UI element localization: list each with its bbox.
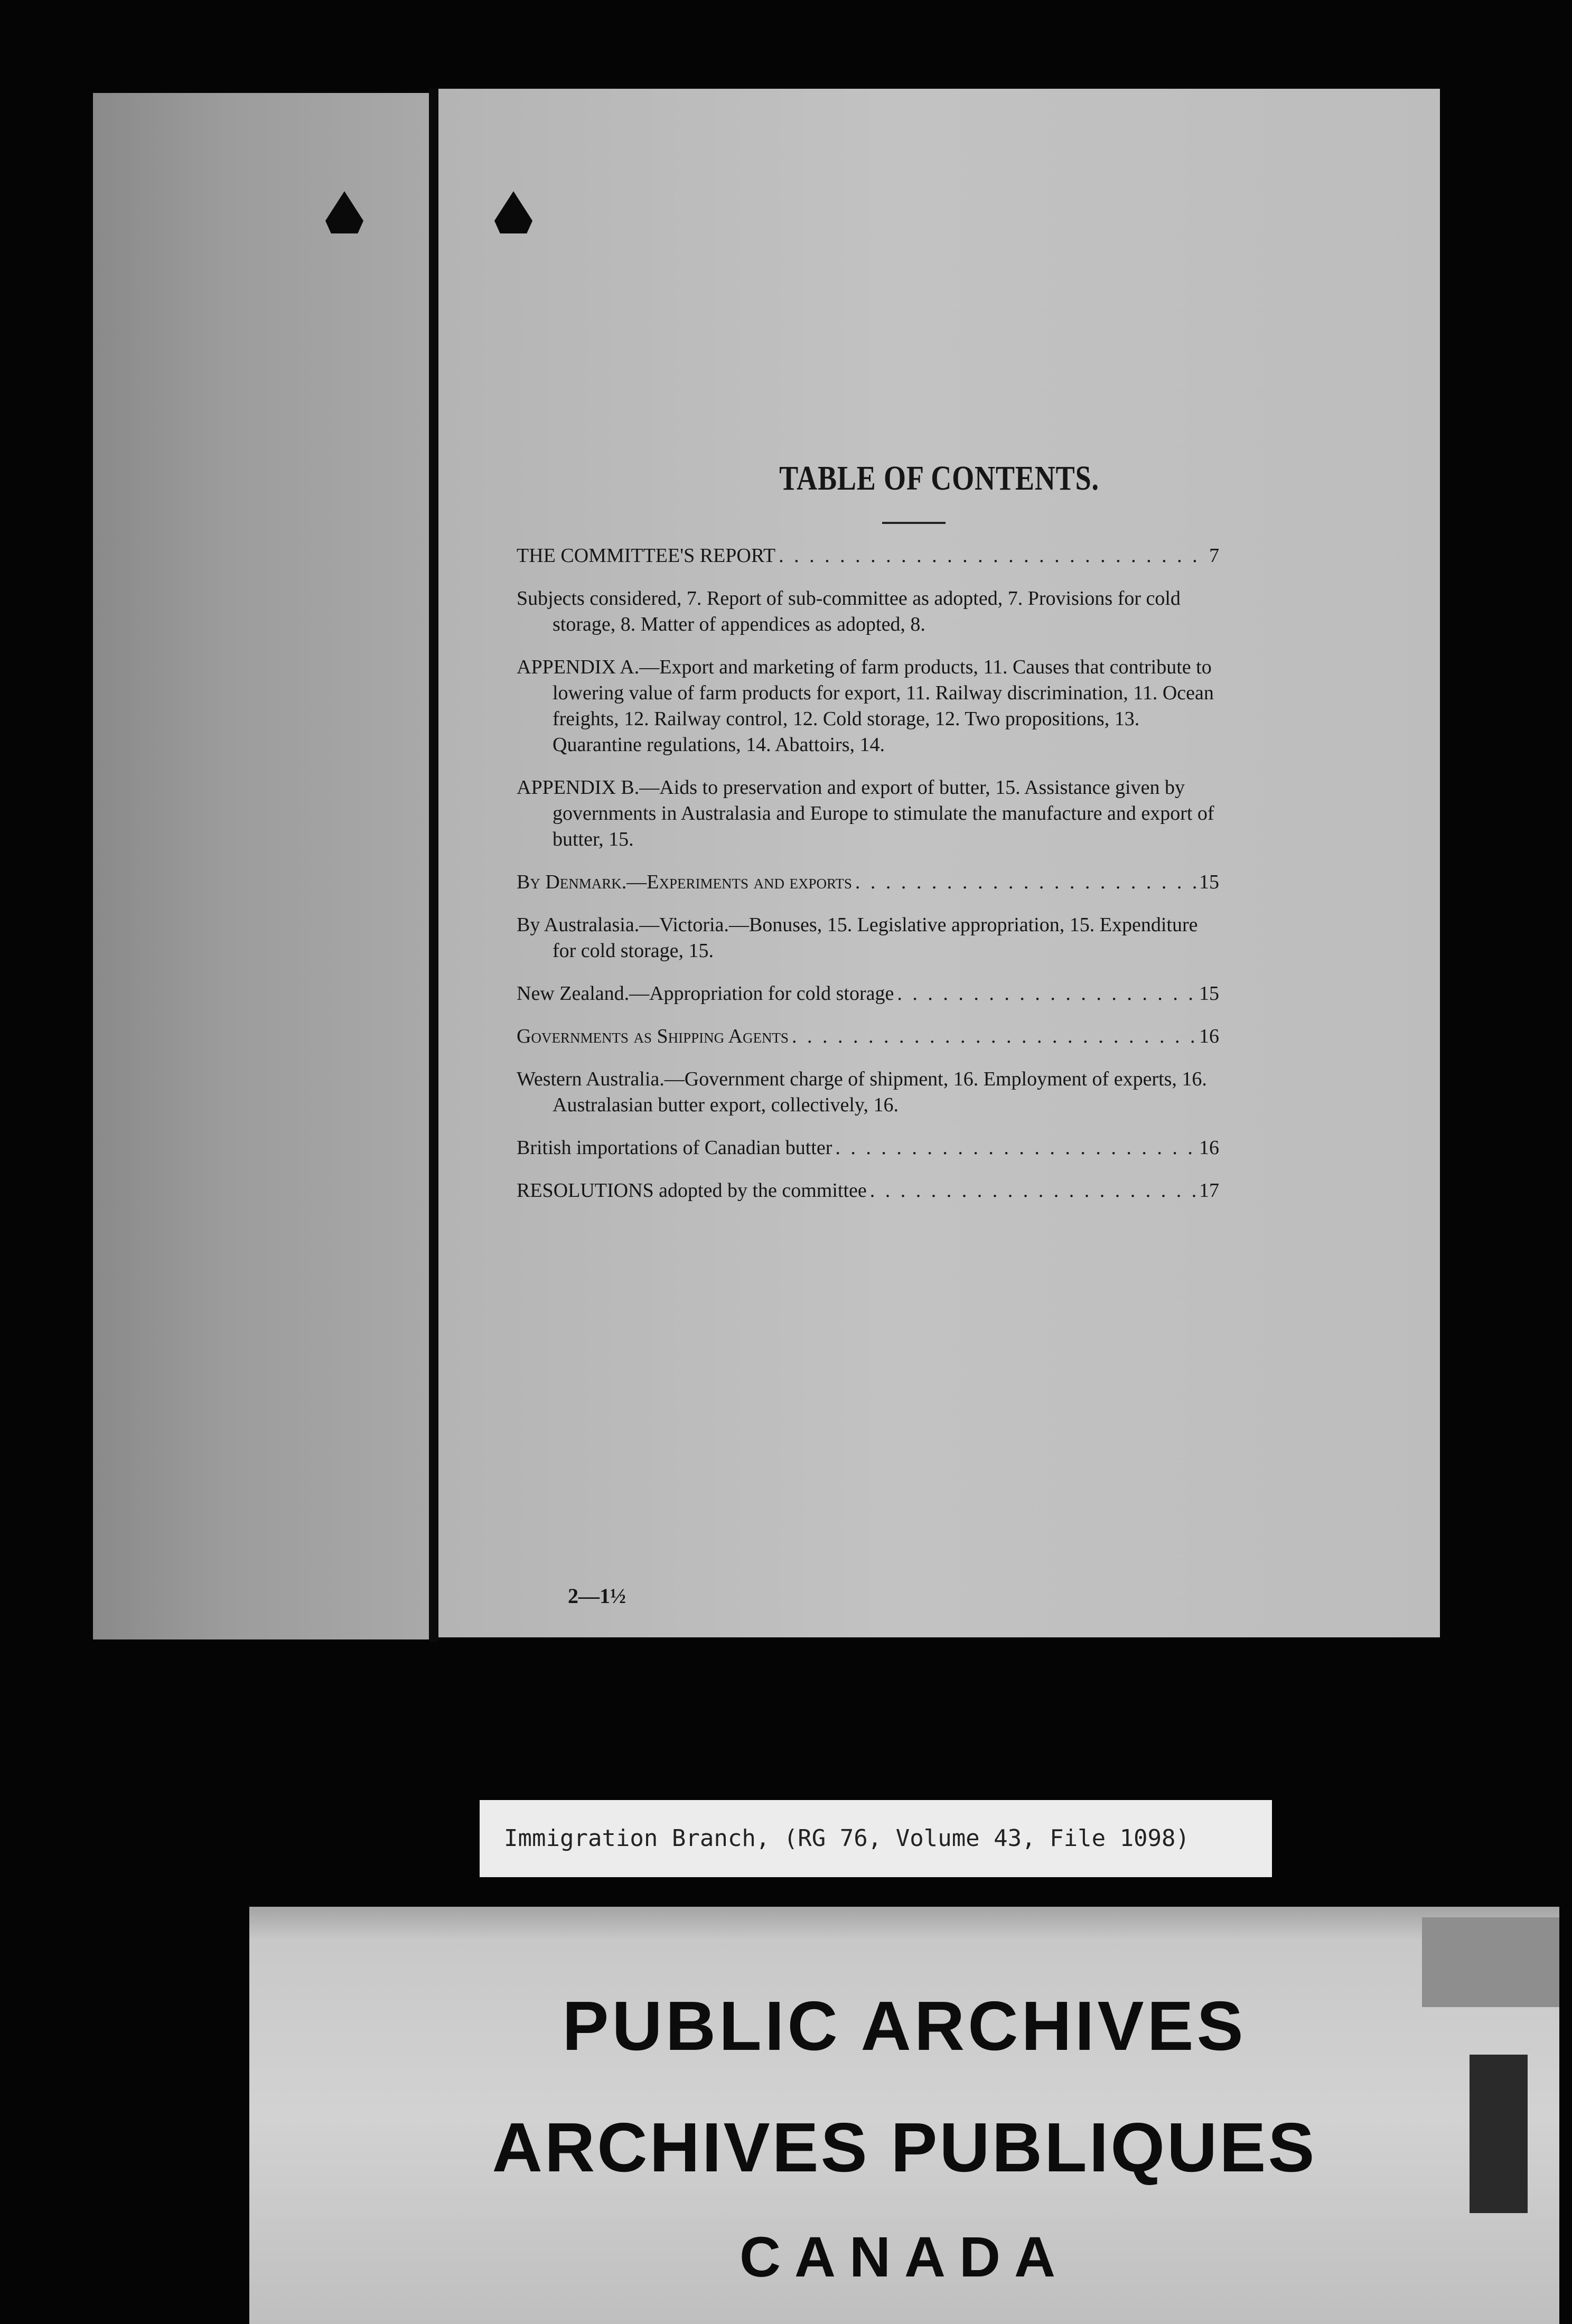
toc-entry-label: THE COMMITTEE'S REPORT <box>517 545 776 567</box>
toc-entry-label: New Zealand.—Appropriation for cold storage <box>517 982 894 1005</box>
leader-dots <box>870 1178 1196 1204</box>
book-spine <box>429 89 438 1642</box>
toc-entry-shipping-agents <box>517 1024 1219 1049</box>
toc-entry-british-importations <box>517 1135 1219 1161</box>
leader-dots <box>855 869 1196 895</box>
title-rule <box>882 522 946 524</box>
toc-entry-appendix-a: APPENDIX A.—Export and marketing of farm products, 11. Causes that contribute to lowering value of farm products for export, 11. Railway discrimination, 11. Ocean freights, 12. Railway control, 12. Cold storage, 12. Two propositions, 13. Quarantine regulations, 14. Abattoirs, 14. <box>517 656 1214 756</box>
leader-dots <box>835 1135 1196 1161</box>
page-title: TABLE OF CONTENTS. <box>779 459 1099 498</box>
toc-entry-label: British importations of Canadian butter <box>517 1137 832 1159</box>
toc-entry-new-zealand <box>517 981 1219 1007</box>
leader-dots <box>897 981 1196 1007</box>
toc-page-number: 15 <box>1199 982 1219 1005</box>
toc-entry-australasia: By Australasia.—Victoria.—Bonuses, 15. Legislative appropriation, 15. Expenditure for cold storage, 15. <box>517 914 1198 962</box>
toc-entry-subjects: Subjects considered, 7. Report of sub-committee as adopted, 7. Provisions for cold storage, 8. Matter of appendices as adopted, 8. <box>517 587 1181 635</box>
toc-entry-denmark <box>517 869 1219 895</box>
toc-page-number: 16 <box>1199 1137 1219 1159</box>
leader-dots <box>779 543 1206 569</box>
toc-page-number: 7 <box>1209 545 1219 567</box>
stamp-line-english: PUBLIC ARCHIVES <box>562 1987 1247 2065</box>
toc-entry-committee-report <box>517 543 1219 569</box>
left-blank-page <box>93 93 429 1639</box>
punch-hole-mark <box>325 191 363 233</box>
punch-hole-mark <box>494 191 532 233</box>
leader-dots <box>792 1024 1196 1049</box>
toc-list <box>517 543 1219 1221</box>
toc-entry-label: Governments as Shipping Agents <box>517 1025 789 1047</box>
contents-page <box>438 89 1440 1637</box>
stamp-line-french: ARCHIVES PUBLIQUES <box>492 2109 1317 2186</box>
stamp-line-country: CANADA <box>740 2225 1069 2289</box>
archive-reference-label: Immigration Branch, (RG 76, Volume 43, File 1098) <box>480 1800 1272 1877</box>
toc-page-number: 15 <box>1199 871 1219 893</box>
toc-entry-label: RESOLUTIONS adopted by the committee <box>517 1179 867 1202</box>
archives-stamp <box>249 1907 1559 2324</box>
toc-entry-western-australia: Western Australia.—Government charge of shipment, 16. Employment of experts, 16. Australasian butter export, collectively, 16. <box>517 1068 1207 1116</box>
toc-page-number: 16 <box>1199 1025 1219 1047</box>
toc-entry-appendix-b: APPENDIX B.—Aids to preservation and export of butter, 15. Assistance given by governments in Australasia and Europe to stimulate the manufacture and export of butter, 15. <box>517 776 1214 850</box>
toc-page-number: 17 <box>1199 1179 1219 1202</box>
toc-entry-resolutions <box>517 1178 1219 1204</box>
toc-entry-label: By Denmark.—Experiments and exports <box>517 871 852 893</box>
signature-mark: 2—1½ <box>568 1584 626 1608</box>
